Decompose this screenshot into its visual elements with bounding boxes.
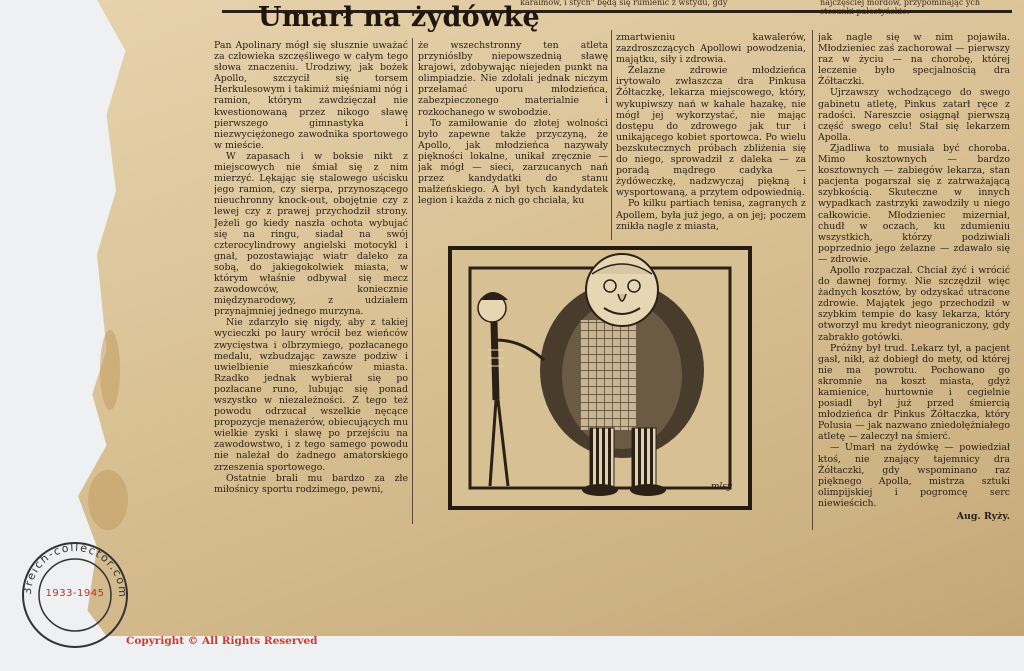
paragraph: Po kilku partiach tenisa, zagranych z Apollem, była już jego, a on jej; poczem znikła nagle z miasta,: [616, 198, 806, 232]
paragraph: To zamiłowanie do złotej wolności było zapewne także przyczyną, że Apollo, jak młodzieńca nazywały piękności lokalne, unikał zręcznie — jak mógł — sieci, zarzucanych nań przez kandydatki do stanu małżeńskiego. A był tych kandydatek legion i każda z nich go chciała, ku: [418, 117, 608, 207]
stamp-years: 1933-1945: [45, 588, 105, 599]
column-rule: [812, 30, 813, 530]
paragraph: Próżny był trud. Lekarz tył, a pacjent gasł, nikł, aż dobiegł do mety, od której nie ma powrotu. Pochowano go skromnie na koszt miasta, gdyż kamienice, hurtownie i cegielnie posiadł był już przed śmiercią młodzieńca dr Pinkus Żółtaczka, który Polusia — jak nazwano zniedołężniałego atletę — zaleczył na śmierć.: [818, 342, 1010, 443]
watermark-stamp: [20, 540, 130, 650]
paragraph: Nie zdarzyło się nigdy, aby z takiej wycieczki po laury wrócił bez wieńców zwycięstwa i olbrzymiego, pozłacanego medalu, wzbudzając zawsze podziw i uwielbienie mieszkańców miasta. Rzadko jednak wybierał się po pozłacane runo, lubując się ponad wszystko w niezależności. Z tego też powodu odrzucał wszelkie nęcące propozycje menażerów, obiecujących mu wielkie zyski i sławę po przejściu na zawodowstwo, i z tego samego powodu nie należał do żadnego amatorskiego zrzeszenia sportowego.: [214, 317, 408, 473]
paragraph: Żelazne zdrowie młodzieńca irytowało zwłaszcza dra Pinkusa Żółtaczkę, lekarza miejscowego, który, wykupiwszy nań w kahale hazakę, nie mógł jej wykorzystać, nie mając dostępu do zdrowego jak tur i unikającego kobiet sportowca. Po wielu bezskutecznych próbach zbliżenia się do niego, sprowadził z daleka — za poradą mądrego cadyka — żydóweczkę, nadzwyczaj piękną i wysportowaną, a przytem odpowiednią.: [616, 65, 806, 199]
article-headline: Umarł na żydówkę: [258, 2, 540, 33]
paper-stain: [100, 330, 120, 410]
column-rule: [412, 38, 413, 524]
caricature-drawing: [452, 250, 748, 506]
copyright-notice: Copyright © All Rights Reserved: [126, 635, 318, 647]
article-column-4: [818, 32, 1010, 546]
article-column-1: [214, 40, 408, 526]
top-fragment-right: najczęściej mordów, przypominając ych: [820, 0, 980, 7]
paragraph: Ostatnie brali mu bardzo za złe miłośnicy sportu rodzimego, pewni,: [214, 472, 408, 495]
illustrator-signature: mlsy: [710, 482, 732, 492]
paragraph: jak nagle się w nim pojawiła. Młodzieniec zaś zachorował — pierwszy raz w życiu — na chorobę, której leczenie było specjalnością dra Żółtaczki.: [818, 32, 1010, 88]
paragraph: Apollo rozpaczał. Chciał żyć i wrócić do dawnej formy. Nie szczędził więc żadnych kosztów, by odzyskać utracone zdrowie. Majątek jego przechodził w szybkim tempie do kasy lekarza, który otworzył mu kredyt nieograniczony, gdy zabrakło gotówki.: [818, 264, 1010, 343]
author-signature: Aug. Ryży.: [956, 511, 1010, 523]
top-fragment-left: karaimów, i stych" będą się rumienić z wstydu, gdy: [520, 0, 728, 7]
caricature-illustration: [448, 246, 752, 510]
paragraph: Pan Apolinary mógł się słusznie uważać za człowieka szczęśliwego w całym tego słowa znaczeniu. Urodziwy, jak bożek Apollo, szczycił się torsem Herkulesowym i takimiż mięśniami nóg i ramion, którym zawdzięczał nie kwestionowaną przez nikogo sławę pierwszego gimnastyka i niezwyciężonego zawodnika sportowego w mieście.: [214, 40, 408, 151]
paper-stain: [88, 470, 128, 530]
column-rule: [611, 30, 612, 240]
stamp-ring-text: 3reich-collector.com: [20, 540, 130, 599]
paragraph: — Umarł na żydówkę — powiedział ktoś, nie znający tajemnicy dra Żółtaczki, gdy wspominano raz pięknego Apolla, mistrza sztuki olimpijskiej i pogromcę serc niewieścich.: [818, 442, 1010, 509]
paragraph: że wszechstronny ten atleta przyniósłby niepowszednią sławę krajowi, zdobywając niejeden punkt na olimpiadzie. Nie zdołali jednak niczym przełamać uporu młodzieńca, zabezpieczonego materialnie i rozkochanego w swobodzie.: [418, 40, 608, 118]
paragraph: Ujrzawszy wchodzącego do swego gabinetu atletę, Pinkus zatarł ręce z radości. Nareszcie osiągnął pierwszą część swego celu! Stał się lekarzem Apolla.: [818, 87, 1010, 143]
article-column-2: [418, 40, 608, 236]
paragraph: Zjadliwa to musiała być choroba. Mimo kosztownych — bardzo kosztownych — zabiegów lekarza, stan pacjenta pogarszał się z zatrważającą szybkością. Skuteczne w innych wypadkach zastrzyki zawodziły u niego całkowicie. Młodzieniec mizerniał, chudł w oczach, ku zdumieniu wszystkich, którzy podziwiali poprzednio jego żelazne — zdawało się — zdrowie.: [818, 142, 1010, 265]
paragraph: zmartwieniu kawalerów, zazdroszczących Apollowi powodzenia, majątku, siły i zdrowia.: [616, 32, 806, 66]
paragraph: W zapasach i w boksie nikt z miejscowych nie śmiał się z nim mierzyć. Lękając się stalowego uścisku jego ramion, czy sierpa, przynoszącego nieuchronny knock-out, obojętnie czy z lewej czy z prawej przychodził strony. Jeżeli go kiedy naszła ochota wybujać się na ringu, siadał na swój czterocylindrowy angielski motocykl i gnał, pozostawiając wiatr daleko za sobą, do jakiegokolwiek miasta, w którym właśnie odbywał się mecz zawodowców, koniecznie międzynarodowy, z udziałem przynajmniej jednego murzyna.: [214, 150, 408, 318]
article-column-3: [616, 32, 806, 236]
